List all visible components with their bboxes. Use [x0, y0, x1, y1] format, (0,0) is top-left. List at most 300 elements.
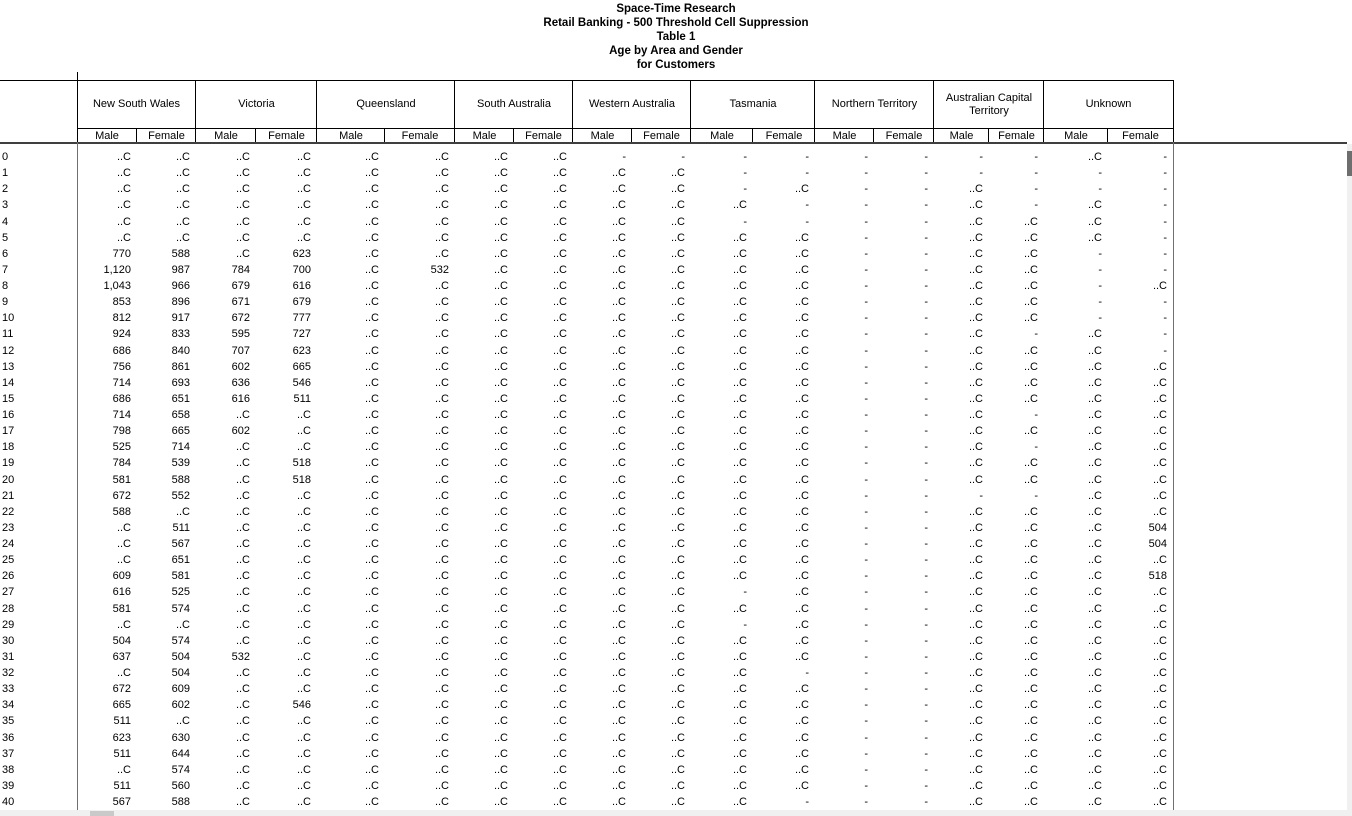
data-cell: ..C [235, 763, 250, 776]
data-cell: 504 [1148, 521, 1167, 534]
data-cell: ..C [611, 538, 626, 550]
data-cell: ..C [1023, 796, 1038, 808]
data-cell: ..C [1023, 699, 1038, 712]
data-cell: 665 [292, 360, 311, 373]
data-cell: ..C [794, 280, 809, 292]
data-cell: ..C [1023, 747, 1038, 760]
data-cell: ..C [296, 231, 311, 244]
group-separator-line [690, 80, 691, 142]
data-cell: ..C [493, 280, 508, 292]
data-cell: 525 [171, 586, 190, 599]
data-cell: ..C [434, 425, 449, 438]
data-cell: ..C [1023, 263, 1038, 276]
data-cell: - [924, 151, 928, 163]
data-cell: 602 [231, 360, 250, 373]
table-row [0, 149, 1174, 165]
vertical-scrollbar[interactable] [1347, 144, 1352, 816]
data-cell: ..C [1023, 731, 1038, 744]
data-cell: - [864, 263, 868, 276]
data-cell: - [924, 618, 928, 631]
vertical-scrollbar-thumb[interactable] [1347, 151, 1352, 176]
data-cell: - [924, 634, 928, 647]
data-cell: ..C [175, 231, 190, 244]
age-row-label: 27 [2, 586, 15, 599]
data-cell: - [864, 779, 868, 792]
data-cell: ..C [116, 554, 131, 567]
data-cell: 511 [113, 779, 131, 792]
data-cell: ..C [434, 796, 449, 808]
data-cell: ..C [611, 215, 626, 228]
data-cell: ..C [552, 650, 567, 663]
data-cell: ..C [732, 344, 747, 357]
data-cell: ..C [552, 489, 567, 502]
data-cell: ..C [552, 747, 567, 760]
data-cell: - [743, 183, 747, 196]
data-cell: 511 [293, 392, 311, 405]
data-cell: ..C [364, 409, 379, 421]
data-cell: ..C [1152, 715, 1167, 728]
data-cell: ..C [552, 570, 567, 583]
data-cell: ..C [670, 392, 685, 405]
data-cell: ..C [732, 263, 747, 276]
data-cell: ..C [434, 151, 449, 163]
data-cell: 567 [171, 538, 190, 550]
data-cell: - [979, 489, 983, 502]
data-cell: ..C [611, 731, 626, 744]
data-cell: ..C [364, 586, 379, 599]
table-right-border-body [1173, 142, 1174, 810]
data-cell: - [1034, 183, 1038, 196]
data-cell: ..C [434, 344, 449, 357]
data-cell: ..C [1087, 199, 1102, 212]
data-cell: - [924, 409, 928, 421]
data-cell: ..C [1152, 618, 1167, 631]
table-row [0, 488, 1174, 504]
data-cell: ..C [1087, 650, 1102, 663]
data-cell: ..C [552, 538, 567, 550]
data-cell: ..C [296, 763, 311, 776]
data-cell: - [924, 360, 928, 373]
data-cell: ..C [493, 247, 508, 260]
data-cell: 1,043 [103, 280, 131, 292]
subcolumn-header-male: Male [832, 129, 857, 142]
age-row-label: 29 [2, 618, 15, 631]
data-cell: ..C [364, 263, 379, 276]
age-row-label: 35 [2, 715, 15, 728]
data-cell: ..C [493, 683, 508, 696]
data-cell: - [743, 586, 747, 599]
data-cell: - [924, 683, 928, 696]
table-row [0, 617, 1174, 633]
data-cell: ..C [296, 796, 311, 808]
data-cell: ..C [364, 763, 379, 776]
data-cell: 798 [112, 425, 131, 438]
data-cell: ..C [732, 392, 747, 405]
data-cell: ..C [1023, 312, 1038, 325]
table-row [0, 536, 1174, 552]
data-cell: ..C [552, 618, 567, 631]
data-cell: ..C [1087, 231, 1102, 244]
data-cell: 511 [172, 521, 190, 534]
data-cell: ..C [1087, 328, 1102, 341]
data-cell: 714 [112, 376, 131, 389]
data-cell: ..C [794, 344, 809, 357]
data-cell: ..C [732, 570, 747, 583]
gender-separator-line [1107, 128, 1108, 142]
data-cell: ..C [434, 521, 449, 534]
data-cell: ..C [670, 425, 685, 438]
data-cell: ..C [552, 376, 567, 389]
table-row [0, 649, 1174, 665]
data-cell: ..C [670, 441, 685, 454]
data-cell: 574 [171, 602, 190, 615]
data-cell: - [1098, 183, 1102, 196]
data-cell: ..C [611, 296, 626, 309]
data-cell: ..C [968, 215, 983, 228]
data-cell: ..C [552, 328, 567, 341]
table-body [0, 149, 1174, 810]
data-cell: ..C [1087, 731, 1102, 744]
data-cell: - [805, 215, 809, 228]
data-cell: ..C [364, 715, 379, 728]
data-cell: 623 [292, 247, 311, 260]
data-cell: ..C [611, 602, 626, 615]
data-cell: ..C [670, 360, 685, 373]
data-cell: ..C [493, 489, 508, 502]
data-cell: ..C [1023, 457, 1038, 470]
data-cell: ..C [296, 521, 311, 534]
data-cell: ..C [434, 779, 449, 792]
data-cell: ..C [296, 586, 311, 599]
data-cell: ..C [611, 457, 626, 470]
data-cell: ..C [364, 231, 379, 244]
subcolumn-header-male: Male [710, 129, 734, 142]
data-cell: ..C [968, 344, 983, 357]
age-row-label: 19 [2, 457, 15, 470]
data-cell: ..C [552, 151, 567, 163]
data-cell: ..C [1152, 409, 1167, 421]
data-cell: - [1098, 247, 1102, 260]
data-cell: ..C [1023, 538, 1038, 550]
data-cell: ..C [968, 376, 983, 389]
table-row [0, 294, 1174, 310]
data-cell: - [924, 667, 928, 679]
data-cell: ..C [670, 796, 685, 808]
data-cell: ..C [552, 763, 567, 776]
age-row-label: 6 [2, 247, 9, 260]
subcolumn-header-female: Female [643, 129, 680, 142]
data-cell: ..C [1152, 392, 1167, 405]
table-row [0, 681, 1174, 697]
data-cell: ..C [552, 521, 567, 534]
data-cell: ..C [1152, 602, 1167, 615]
data-cell: ..C [611, 199, 626, 212]
data-cell: - [1034, 167, 1038, 180]
data-cell: ..C [611, 554, 626, 567]
age-row-label: 16 [2, 409, 15, 421]
group-separator-line [195, 80, 196, 142]
data-cell: ..C [794, 247, 809, 260]
table-row [0, 230, 1174, 246]
rowlabel-right-border-body [77, 142, 78, 810]
data-cell: - [924, 731, 928, 744]
data-cell: ..C [235, 183, 250, 196]
data-cell: ..C [493, 344, 508, 357]
age-row-label: 30 [2, 634, 15, 647]
data-cell: ..C [1087, 215, 1102, 228]
data-cell: ..C [552, 231, 567, 244]
gender-separator-line [988, 128, 989, 142]
data-cell: 623 [292, 344, 311, 357]
data-cell: ..C [434, 328, 449, 341]
data-cell: ..C [794, 650, 809, 663]
data-cell: ..C [670, 779, 685, 792]
data-cell: ..C [732, 779, 747, 792]
age-row-label: 11 [2, 328, 14, 341]
data-cell: ..C [794, 376, 809, 389]
header-bottom-border [0, 142, 1347, 144]
data-cell: ..C [794, 747, 809, 760]
data-cell: ..C [552, 457, 567, 470]
data-cell: 581 [112, 473, 131, 486]
data-cell: 966 [171, 280, 190, 292]
data-cell: ..C [552, 247, 567, 260]
data-cell: ..C [670, 215, 685, 228]
data-cell: - [1163, 167, 1167, 180]
data-cell: ..C [552, 554, 567, 567]
data-cell: ..C [235, 731, 250, 744]
data-cell: ..C [434, 747, 449, 760]
data-cell: ..C [1023, 521, 1038, 534]
age-row-label: 34 [2, 699, 15, 712]
data-cell: ..C [968, 554, 983, 567]
age-row-label: 28 [2, 602, 15, 615]
data-cell: ..C [1152, 731, 1167, 744]
data-cell: ..C [364, 554, 379, 567]
data-cell: 511 [113, 715, 131, 728]
data-cell: ..C [235, 441, 250, 454]
data-cell: ..C [235, 715, 250, 728]
data-cell: ..C [968, 796, 983, 808]
table-row [0, 746, 1174, 762]
data-cell: ..C [670, 183, 685, 196]
data-cell: ..C [968, 183, 983, 196]
data-cell: 588 [112, 505, 131, 518]
data-cell: ..C [235, 699, 250, 712]
data-cell: ..C [794, 538, 809, 550]
table-row [0, 310, 1174, 326]
data-cell: ..C [968, 457, 983, 470]
table-row [0, 778, 1174, 794]
data-cell: ..C [434, 247, 449, 260]
data-cell: - [924, 183, 928, 196]
data-cell: ..C [552, 360, 567, 373]
table-row [0, 584, 1174, 600]
data-cell: 539 [171, 457, 190, 470]
data-cell: ..C [1152, 699, 1167, 712]
data-cell: ..C [1087, 457, 1102, 470]
data-cell: - [864, 521, 868, 534]
data-cell: ..C [434, 392, 449, 405]
data-cell: - [864, 457, 868, 470]
data-cell: ..C [1023, 683, 1038, 696]
data-cell: ..C [364, 167, 379, 180]
table-row [0, 633, 1174, 649]
data-cell: ..C [968, 328, 983, 341]
data-cell: ..C [1023, 280, 1038, 292]
data-cell: ..C [493, 715, 508, 728]
data-cell: 924 [112, 328, 131, 341]
data-cell: ..C [611, 489, 626, 502]
data-cell: ..C [1023, 473, 1038, 486]
data-cell: ..C [552, 425, 567, 438]
data-cell: ..C [794, 183, 809, 196]
data-cell: ..C [434, 296, 449, 309]
data-cell: ..C [794, 489, 809, 502]
data-cell: - [1034, 328, 1038, 341]
table-row [0, 472, 1174, 488]
column-group-header: Tasmania [729, 98, 777, 110]
data-cell: ..C [175, 505, 190, 518]
subcolumn-header-male: Male [95, 129, 119, 142]
data-cell: ..C [670, 763, 685, 776]
age-row-label: 8 [2, 280, 9, 292]
data-cell: ..C [670, 586, 685, 599]
data-cell: ..C [175, 183, 190, 196]
data-cell: ..C [235, 521, 250, 534]
data-cell: 616 [231, 392, 250, 405]
data-cell: ..C [364, 667, 379, 679]
data-cell: 686 [112, 344, 131, 357]
data-cell: - [864, 296, 868, 309]
data-cell: 679 [231, 280, 250, 292]
data-cell: ..C [434, 215, 449, 228]
data-cell: ..C [493, 796, 508, 808]
horizontal-scrollbar-thumb[interactable] [90, 811, 114, 816]
data-cell: ..C [670, 667, 685, 679]
data-cell: 552 [171, 489, 190, 502]
age-row-label: 32 [2, 667, 15, 679]
age-row-label: 7 [2, 263, 9, 276]
data-cell: ..C [611, 376, 626, 389]
data-cell: ..C [235, 457, 250, 470]
data-cell: 707 [231, 344, 250, 357]
data-cell: ..C [1023, 650, 1038, 663]
data-cell: - [979, 151, 983, 163]
data-cell: ..C [611, 441, 626, 454]
data-cell: ..C [611, 360, 626, 373]
data-cell: ..C [552, 602, 567, 615]
data-cell: ..C [116, 667, 131, 679]
data-cell: ..C [552, 215, 567, 228]
data-cell: 518 [1148, 570, 1167, 583]
data-cell: - [1034, 409, 1038, 421]
age-row-label: 15 [2, 392, 15, 405]
report-titles [0, 2, 1352, 72]
age-row-label: 22 [2, 505, 15, 518]
data-cell: ..C [493, 183, 508, 196]
data-cell: - [864, 376, 868, 389]
data-cell: - [1098, 167, 1102, 180]
data-cell: ..C [794, 602, 809, 615]
data-cell: ..C [364, 489, 379, 502]
data-cell: - [1163, 312, 1167, 325]
data-cell: ..C [670, 296, 685, 309]
data-cell: ..C [493, 763, 508, 776]
data-cell: ..C [611, 280, 626, 292]
data-cell: ..C [732, 699, 747, 712]
age-row-label: 12 [2, 344, 15, 357]
data-cell: ..C [670, 199, 685, 212]
data-cell: ..C [235, 796, 250, 808]
data-cell: ..C [732, 683, 747, 696]
data-cell: ..C [493, 521, 508, 534]
data-cell: - [924, 763, 928, 776]
data-cell: ..C [611, 263, 626, 276]
data-cell: ..C [1087, 586, 1102, 599]
data-cell: - [864, 618, 868, 631]
data-cell: ..C [1087, 554, 1102, 567]
data-cell: 609 [171, 683, 190, 696]
data-cell: - [924, 505, 928, 518]
data-cell: ..C [611, 409, 626, 421]
data-cell: ..C [434, 715, 449, 728]
horizontal-scrollbar[interactable] [0, 810, 1347, 816]
data-cell: ..C [235, 505, 250, 518]
data-cell: ..C [552, 183, 567, 196]
data-cell: ..C [364, 425, 379, 438]
age-row-label: 1 [2, 167, 9, 180]
data-cell: - [1163, 344, 1167, 357]
data-cell: ..C [732, 554, 747, 567]
data-cell: ..C [1087, 473, 1102, 486]
data-cell: ..C [493, 731, 508, 744]
data-cell: - [864, 715, 868, 728]
data-cell: ..C [732, 602, 747, 615]
data-cell: ..C [552, 312, 567, 325]
data-cell: ..C [434, 683, 449, 696]
data-cell: - [864, 602, 868, 615]
data-cell: - [864, 634, 868, 647]
data-cell: - [924, 296, 928, 309]
data-cell: - [1034, 151, 1038, 163]
data-cell: ..C [552, 409, 567, 421]
data-cell: ..C [968, 231, 983, 244]
data-cell: ..C [794, 731, 809, 744]
data-cell: ..C [1023, 376, 1038, 389]
data-cell: ..C [968, 425, 983, 438]
data-cell: - [924, 473, 928, 486]
data-cell: ..C [364, 360, 379, 373]
data-cell: ..C [1023, 634, 1038, 647]
data-cell: - [864, 183, 868, 196]
data-cell: 630 [171, 731, 190, 744]
data-cell: ..C [968, 296, 983, 309]
data-cell: ..C [493, 667, 508, 679]
data-cell: - [864, 667, 868, 679]
data-cell: 546 [292, 699, 311, 712]
data-cell: ..C [1087, 489, 1102, 502]
gender-separator-line [752, 128, 753, 142]
data-cell: ..C [434, 183, 449, 196]
data-cell: 595 [231, 328, 250, 341]
data-cell: ..C [434, 763, 449, 776]
table-row [0, 407, 1174, 423]
data-cell: 658 [171, 409, 190, 421]
data-cell: - [864, 151, 868, 163]
data-cell: - [924, 538, 928, 550]
table-right-border-header [1173, 80, 1174, 142]
